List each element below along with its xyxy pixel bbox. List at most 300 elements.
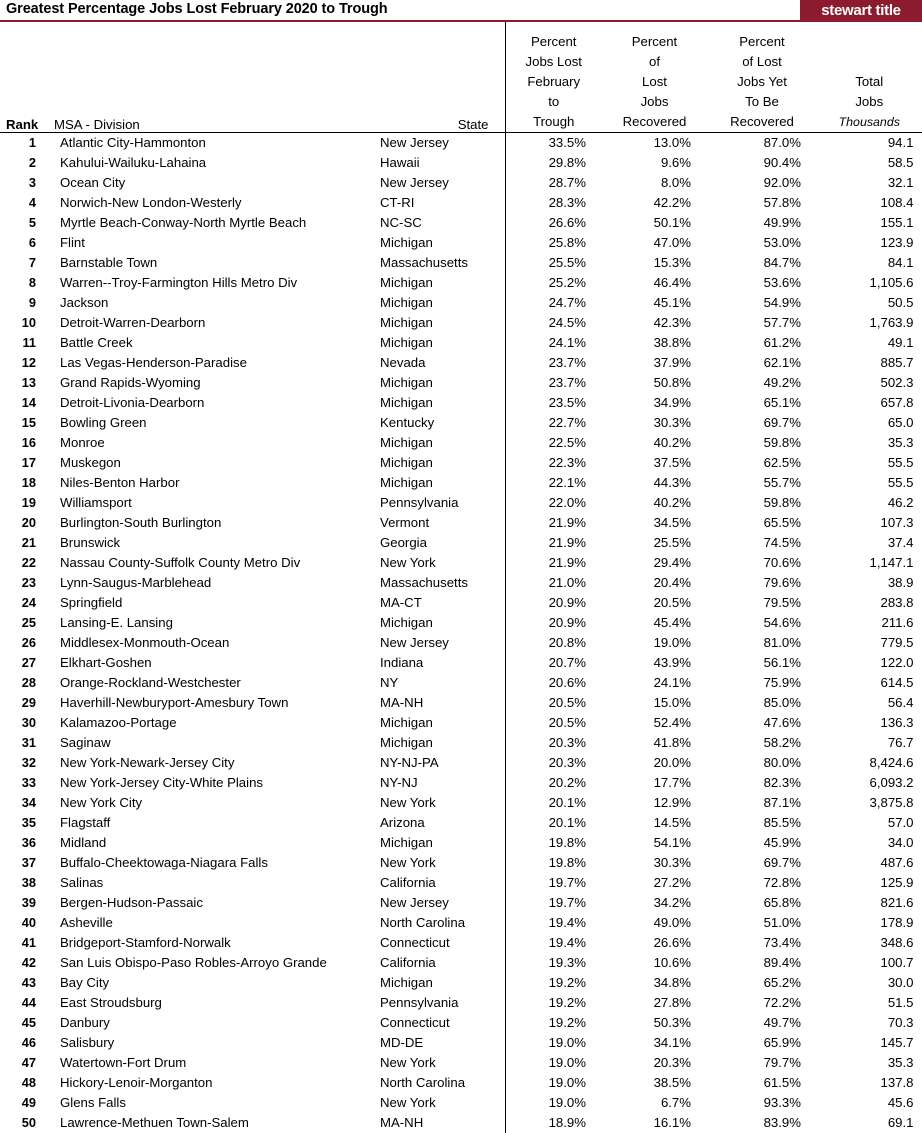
cell-state: Indiana: [368, 653, 505, 673]
table-row: [0, 273, 922, 293]
cell-pct-lost-jobs-yet-to-recover: 49.9%: [707, 213, 817, 233]
cell-msa-division: Saginaw: [48, 733, 368, 753]
cell-pct-lost-jobs-yet-to-recover: 49.2%: [707, 373, 817, 393]
cell-state: New York: [368, 1053, 505, 1073]
total-jobs-units: Thousands: [817, 112, 922, 132]
cell-msa-division: East Stroudsburg: [48, 993, 368, 1013]
cell-state: Michigan: [368, 313, 505, 333]
cell-msa-division: Burlington-South Burlington: [48, 513, 368, 533]
pct-yet-line-5: Recovered: [707, 112, 817, 132]
cell-pct-lost-jobs-recovered: 9.6%: [602, 153, 707, 173]
cell-rank: 41: [0, 933, 48, 953]
cell-total-jobs: 122.0: [817, 653, 922, 673]
cell-total-jobs: 1,105.6: [817, 273, 922, 293]
column-header-msa: [48, 22, 368, 133]
cell-state: New Jersey: [368, 173, 505, 193]
cell-msa-division: Hickory-Lenoir-Morganton: [48, 1073, 368, 1093]
cell-pct-lost-jobs-recovered: 54.1%: [602, 833, 707, 853]
cell-pct-lost-jobs-yet-to-recover: 74.5%: [707, 533, 817, 553]
cell-pct-jobs-lost: 24.7%: [505, 293, 602, 313]
table-row: [0, 973, 922, 993]
cell-pct-lost-jobs-yet-to-recover: 49.7%: [707, 1013, 817, 1033]
table-row: [0, 993, 922, 1013]
cell-msa-division: Kalamazoo-Portage: [48, 713, 368, 733]
pct-yet-line-4: To Be: [707, 92, 817, 112]
pct-recovered-line-2: of: [602, 52, 707, 72]
table-row: [0, 553, 922, 573]
cell-pct-lost-jobs-recovered: 45.1%: [602, 293, 707, 313]
cell-pct-lost-jobs-yet-to-recover: 80.0%: [707, 753, 817, 773]
table-row: [0, 333, 922, 353]
cell-pct-lost-jobs-yet-to-recover: 79.6%: [707, 573, 817, 593]
cell-rank: 33: [0, 773, 48, 793]
cell-pct-jobs-lost: 20.6%: [505, 673, 602, 693]
column-header-pct-recovered: [602, 22, 707, 133]
cell-pct-lost-jobs-recovered: 15.0%: [602, 693, 707, 713]
cell-pct-lost-jobs-recovered: 52.4%: [602, 713, 707, 733]
cell-pct-jobs-lost: 20.9%: [505, 613, 602, 633]
cell-rank: 46: [0, 1033, 48, 1053]
cell-pct-lost-jobs-yet-to-recover: 87.1%: [707, 793, 817, 813]
column-header-state-label: State: [458, 117, 489, 132]
cell-state: California: [368, 953, 505, 973]
cell-msa-division: Springfield: [48, 593, 368, 613]
cell-pct-lost-jobs-recovered: 43.9%: [602, 653, 707, 673]
cell-pct-lost-jobs-recovered: 20.5%: [602, 593, 707, 613]
cell-pct-lost-jobs-yet-to-recover: 61.2%: [707, 333, 817, 353]
cell-pct-lost-jobs-recovered: 34.1%: [602, 1033, 707, 1053]
cell-state: Michigan: [368, 973, 505, 993]
table-row: [0, 713, 922, 733]
cell-pct-lost-jobs-yet-to-recover: 65.8%: [707, 893, 817, 913]
cell-state: Michigan: [368, 453, 505, 473]
cell-pct-lost-jobs-yet-to-recover: 72.8%: [707, 873, 817, 893]
cell-rank: 3: [0, 173, 48, 193]
cell-msa-division: Orange-Rockland-Westchester: [48, 673, 368, 693]
cell-pct-lost-jobs-recovered: 40.2%: [602, 493, 707, 513]
cell-pct-lost-jobs-recovered: 34.2%: [602, 893, 707, 913]
pct-yet-line-3: Jobs Yet: [707, 72, 817, 92]
cell-msa-division: Glens Falls: [48, 1093, 368, 1113]
cell-msa-division: Muskegon: [48, 453, 368, 473]
table-row: [0, 793, 922, 813]
cell-pct-jobs-lost: 19.2%: [505, 973, 602, 993]
cell-rank: 27: [0, 653, 48, 673]
cell-rank: 47: [0, 1053, 48, 1073]
cell-pct-lost-jobs-yet-to-recover: 85.0%: [707, 693, 817, 713]
cell-rank: 28: [0, 673, 48, 693]
cell-pct-lost-jobs-recovered: 20.3%: [602, 1053, 707, 1073]
cell-msa-division: Lynn-Saugus-Marblehead: [48, 573, 368, 593]
cell-pct-lost-jobs-yet-to-recover: 79.7%: [707, 1053, 817, 1073]
table-row: [0, 373, 922, 393]
cell-pct-lost-jobs-recovered: 49.0%: [602, 913, 707, 933]
cell-pct-lost-jobs-yet-to-recover: 51.0%: [707, 913, 817, 933]
cell-pct-jobs-lost: 26.6%: [505, 213, 602, 233]
table-row: [0, 533, 922, 553]
cell-total-jobs: 107.3: [817, 513, 922, 533]
cell-rank: 39: [0, 893, 48, 913]
cell-rank: 20: [0, 513, 48, 533]
stewart-title-logo: stewart title: [800, 0, 922, 20]
cell-pct-jobs-lost: 19.0%: [505, 1033, 602, 1053]
cell-pct-jobs-lost: 21.9%: [505, 533, 602, 553]
cell-state: Pennsylvania: [368, 993, 505, 1013]
page-title: Greatest Percentage Jobs Lost February 2020 to Trough: [6, 1, 388, 17]
cell-pct-lost-jobs-yet-to-recover: 62.1%: [707, 353, 817, 373]
cell-rank: 34: [0, 793, 48, 813]
cell-pct-jobs-lost: 24.1%: [505, 333, 602, 353]
cell-rank: 12: [0, 353, 48, 373]
total-jobs-line-2: Jobs: [817, 92, 922, 112]
pct-yet-line-2: of Lost: [707, 52, 817, 72]
cell-pct-lost-jobs-yet-to-recover: 81.0%: [707, 633, 817, 653]
cell-total-jobs: 123.9: [817, 233, 922, 253]
cell-rank: 19: [0, 493, 48, 513]
cell-pct-lost-jobs-yet-to-recover: 69.7%: [707, 853, 817, 873]
cell-msa-division: Atlantic City-Hammonton: [48, 133, 368, 154]
cell-state: Michigan: [368, 293, 505, 313]
table-row: [0, 693, 922, 713]
cell-total-jobs: 3,875.8: [817, 793, 922, 813]
cell-msa-division: Las Vegas-Henderson-Paradise: [48, 353, 368, 373]
cell-pct-lost-jobs-yet-to-recover: 65.1%: [707, 393, 817, 413]
cell-pct-lost-jobs-recovered: 25.5%: [602, 533, 707, 553]
cell-pct-lost-jobs-recovered: 37.9%: [602, 353, 707, 373]
cell-pct-lost-jobs-yet-to-recover: 59.8%: [707, 433, 817, 453]
cell-msa-division: San Luis Obispo-Paso Robles-Arroyo Grande: [48, 953, 368, 973]
cell-rank: 40: [0, 913, 48, 933]
table-row: [0, 893, 922, 913]
cell-state: MA-NH: [368, 1113, 505, 1133]
cell-msa-division: Grand Rapids-Wyoming: [48, 373, 368, 393]
cell-pct-lost-jobs-recovered: 24.1%: [602, 673, 707, 693]
cell-rank: 15: [0, 413, 48, 433]
cell-rank: 6: [0, 233, 48, 253]
pct-recovered-line-1: Percent: [602, 32, 707, 52]
cell-rank: 31: [0, 733, 48, 753]
table-row: [0, 1053, 922, 1073]
cell-state: North Carolina: [368, 913, 505, 933]
cell-rank: 44: [0, 993, 48, 1013]
table-row: [0, 953, 922, 973]
cell-rank: 16: [0, 433, 48, 453]
cell-pct-jobs-lost: 25.8%: [505, 233, 602, 253]
cell-rank: 1: [0, 133, 48, 154]
cell-pct-lost-jobs-yet-to-recover: 87.0%: [707, 133, 817, 154]
cell-msa-division: Detroit-Livonia-Dearborn: [48, 393, 368, 413]
cell-msa-division: Niles-Benton Harbor: [48, 473, 368, 493]
cell-state: New Jersey: [368, 893, 505, 913]
cell-msa-division: Norwich-New London-Westerly: [48, 193, 368, 213]
cell-rank: 49: [0, 1093, 48, 1113]
table-row: [0, 833, 922, 853]
cell-total-jobs: 30.0: [817, 973, 922, 993]
cell-rank: 13: [0, 373, 48, 393]
table-row: [0, 873, 922, 893]
table-row: [0, 933, 922, 953]
cell-pct-lost-jobs-yet-to-recover: 47.6%: [707, 713, 817, 733]
cell-pct-jobs-lost: 28.3%: [505, 193, 602, 213]
cell-pct-jobs-lost: 22.5%: [505, 433, 602, 453]
cell-msa-division: Kahului-Wailuku-Lahaina: [48, 153, 368, 173]
cell-total-jobs: 6,093.2: [817, 773, 922, 793]
cell-state: Pennsylvania: [368, 493, 505, 513]
cell-total-jobs: 35.3: [817, 433, 922, 453]
table-row: [0, 1093, 922, 1113]
cell-pct-lost-jobs-yet-to-recover: 59.8%: [707, 493, 817, 513]
cell-pct-jobs-lost: 19.4%: [505, 933, 602, 953]
cell-pct-lost-jobs-recovered: 14.5%: [602, 813, 707, 833]
pct-lost-line-2: Jobs Lost: [506, 52, 603, 72]
table-row: [0, 413, 922, 433]
cell-pct-lost-jobs-recovered: 38.8%: [602, 333, 707, 353]
cell-pct-lost-jobs-recovered: 50.3%: [602, 1013, 707, 1033]
cell-pct-lost-jobs-yet-to-recover: 62.5%: [707, 453, 817, 473]
cell-pct-jobs-lost: 23.5%: [505, 393, 602, 413]
cell-pct-jobs-lost: 19.0%: [505, 1073, 602, 1093]
cell-pct-lost-jobs-recovered: 45.4%: [602, 613, 707, 633]
cell-state: Michigan: [368, 233, 505, 253]
cell-pct-lost-jobs-recovered: 42.3%: [602, 313, 707, 333]
cell-pct-lost-jobs-recovered: 44.3%: [602, 473, 707, 493]
cell-pct-jobs-lost: 21.9%: [505, 513, 602, 533]
cell-pct-lost-jobs-yet-to-recover: 58.2%: [707, 733, 817, 753]
cell-msa-division: Salisbury: [48, 1033, 368, 1053]
cell-msa-division: Lansing-E. Lansing: [48, 613, 368, 633]
cell-total-jobs: 69.1: [817, 1113, 922, 1133]
cell-total-jobs: 8,424.6: [817, 753, 922, 773]
cell-total-jobs: 614.5: [817, 673, 922, 693]
cell-pct-lost-jobs-recovered: 27.2%: [602, 873, 707, 893]
cell-state: NY-NJ-PA: [368, 753, 505, 773]
cell-msa-division: Haverhill-Newburyport-Amesbury Town: [48, 693, 368, 713]
cell-pct-lost-jobs-yet-to-recover: 92.0%: [707, 173, 817, 193]
cell-msa-division: New York-Newark-Jersey City: [48, 753, 368, 773]
cell-rank: 50: [0, 1113, 48, 1133]
cell-total-jobs: 49.1: [817, 333, 922, 353]
cell-pct-jobs-lost: 29.8%: [505, 153, 602, 173]
cell-pct-lost-jobs-yet-to-recover: 73.4%: [707, 933, 817, 953]
cell-pct-jobs-lost: 25.2%: [505, 273, 602, 293]
cell-state: Michigan: [368, 713, 505, 733]
cell-state: Michigan: [368, 833, 505, 853]
cell-state: New York: [368, 553, 505, 573]
cell-pct-lost-jobs-yet-to-recover: 57.8%: [707, 193, 817, 213]
cell-msa-division: Nassau County-Suffolk County Metro Div: [48, 553, 368, 573]
table-row: [0, 593, 922, 613]
cell-msa-division: Ocean City: [48, 173, 368, 193]
cell-msa-division: Jackson: [48, 293, 368, 313]
cell-msa-division: Flint: [48, 233, 368, 253]
pct-lost-line-4: to: [506, 92, 603, 112]
cell-rank: 32: [0, 753, 48, 773]
cell-pct-jobs-lost: 22.1%: [505, 473, 602, 493]
cell-total-jobs: 885.7: [817, 353, 922, 373]
cell-msa-division: Lawrence-Methuen Town-Salem: [48, 1113, 368, 1133]
cell-total-jobs: 50.5: [817, 293, 922, 313]
cell-rank: 36: [0, 833, 48, 853]
cell-pct-jobs-lost: 18.9%: [505, 1113, 602, 1133]
cell-pct-lost-jobs-yet-to-recover: 61.5%: [707, 1073, 817, 1093]
cell-state: Connecticut: [368, 933, 505, 953]
table-row: [0, 293, 922, 313]
cell-state: Georgia: [368, 533, 505, 553]
cell-pct-lost-jobs-recovered: 30.3%: [602, 853, 707, 873]
cell-state: New Jersey: [368, 133, 505, 154]
cell-rank: 48: [0, 1073, 48, 1093]
table-row: [0, 853, 922, 873]
cell-state: Michigan: [368, 433, 505, 453]
cell-total-jobs: 1,763.9: [817, 313, 922, 333]
cell-msa-division: Bergen-Hudson-Passaic: [48, 893, 368, 913]
cell-total-jobs: 1,147.1: [817, 553, 922, 573]
cell-pct-lost-jobs-yet-to-recover: 75.9%: [707, 673, 817, 693]
cell-total-jobs: 46.2: [817, 493, 922, 513]
cell-total-jobs: 502.3: [817, 373, 922, 393]
cell-state: Connecticut: [368, 1013, 505, 1033]
table-row: [0, 1013, 922, 1033]
cell-total-jobs: 34.0: [817, 833, 922, 853]
cell-rank: 37: [0, 853, 48, 873]
cell-total-jobs: 100.7: [817, 953, 922, 973]
table-row: [0, 753, 922, 773]
cell-state: Michigan: [368, 733, 505, 753]
cell-pct-lost-jobs-yet-to-recover: 53.0%: [707, 233, 817, 253]
cell-pct-jobs-lost: 20.9%: [505, 593, 602, 613]
cell-state: MD-DE: [368, 1033, 505, 1053]
pct-recovered-line-4: Jobs: [602, 92, 707, 112]
cell-total-jobs: 56.4: [817, 693, 922, 713]
cell-rank: 23: [0, 573, 48, 593]
cell-total-jobs: 178.9: [817, 913, 922, 933]
cell-pct-lost-jobs-yet-to-recover: 69.7%: [707, 413, 817, 433]
cell-rank: 24: [0, 593, 48, 613]
cell-msa-division: Warren--Troy-Farmington Hills Metro Div: [48, 273, 368, 293]
table-row: [0, 233, 922, 253]
cell-rank: 2: [0, 153, 48, 173]
cell-pct-jobs-lost: 28.7%: [505, 173, 602, 193]
cell-total-jobs: 136.3: [817, 713, 922, 733]
cell-rank: 21: [0, 533, 48, 553]
cell-pct-lost-jobs-recovered: 29.4%: [602, 553, 707, 573]
cell-msa-division: Flagstaff: [48, 813, 368, 833]
cell-state: New York: [368, 853, 505, 873]
table-row: [0, 153, 922, 173]
cell-pct-jobs-lost: 22.0%: [505, 493, 602, 513]
cell-msa-division: Barnstable Town: [48, 253, 368, 273]
cell-pct-lost-jobs-yet-to-recover: 70.6%: [707, 553, 817, 573]
cell-msa-division: Danbury: [48, 1013, 368, 1033]
cell-pct-jobs-lost: 20.1%: [505, 793, 602, 813]
cell-pct-jobs-lost: 19.7%: [505, 893, 602, 913]
table-row: [0, 433, 922, 453]
table-body: [0, 133, 922, 1133]
cell-state: CT-RI: [368, 193, 505, 213]
cell-pct-lost-jobs-yet-to-recover: 65.5%: [707, 513, 817, 533]
pct-lost-line-5: Trough: [506, 112, 603, 132]
table-row: [0, 253, 922, 273]
table-row: [0, 453, 922, 473]
total-jobs-line-1: Total: [817, 72, 922, 92]
cell-rank: 30: [0, 713, 48, 733]
cell-state: New York: [368, 793, 505, 813]
cell-total-jobs: 45.6: [817, 1093, 922, 1113]
cell-pct-lost-jobs-recovered: 10.6%: [602, 953, 707, 973]
cell-pct-lost-jobs-yet-to-recover: 65.2%: [707, 973, 817, 993]
cell-pct-lost-jobs-recovered: 34.8%: [602, 973, 707, 993]
table-row: [0, 313, 922, 333]
cell-pct-jobs-lost: 25.5%: [505, 253, 602, 273]
cell-pct-lost-jobs-yet-to-recover: 72.2%: [707, 993, 817, 1013]
pct-yet-line-1: Percent: [707, 32, 817, 52]
cell-total-jobs: 137.8: [817, 1073, 922, 1093]
table-row: [0, 913, 922, 933]
cell-pct-lost-jobs-yet-to-recover: 54.9%: [707, 293, 817, 313]
column-header-pct-lost: [505, 22, 602, 133]
cell-pct-jobs-lost: 24.5%: [505, 313, 602, 333]
cell-msa-division: Middlesex-Monmouth-Ocean: [48, 633, 368, 653]
cell-msa-division: New York-Jersey City-White Plains: [48, 773, 368, 793]
cell-state: NC-SC: [368, 213, 505, 233]
cell-state: NY: [368, 673, 505, 693]
cell-pct-lost-jobs-yet-to-recover: 56.1%: [707, 653, 817, 673]
cell-pct-lost-jobs-recovered: 50.8%: [602, 373, 707, 393]
cell-pct-lost-jobs-recovered: 34.9%: [602, 393, 707, 413]
table-row: [0, 813, 922, 833]
cell-total-jobs: 57.0: [817, 813, 922, 833]
cell-pct-lost-jobs-yet-to-recover: 57.7%: [707, 313, 817, 333]
cell-rank: 14: [0, 393, 48, 413]
cell-pct-jobs-lost: 22.3%: [505, 453, 602, 473]
cell-pct-lost-jobs-recovered: 34.5%: [602, 513, 707, 533]
pct-recovered-line-5: Recovered: [602, 112, 707, 132]
table-row: [0, 1073, 922, 1093]
cell-pct-lost-jobs-yet-to-recover: 65.9%: [707, 1033, 817, 1053]
cell-msa-division: Detroit-Warren-Dearborn: [48, 313, 368, 333]
cell-pct-lost-jobs-recovered: 15.3%: [602, 253, 707, 273]
cell-total-jobs: 211.6: [817, 613, 922, 633]
cell-pct-jobs-lost: 19.8%: [505, 833, 602, 853]
cell-msa-division: Williamsport: [48, 493, 368, 513]
cell-state: North Carolina: [368, 1073, 505, 1093]
cell-rank: 17: [0, 453, 48, 473]
column-header-state: [368, 22, 505, 133]
table-row: [0, 673, 922, 693]
cell-pct-jobs-lost: 20.7%: [505, 653, 602, 673]
cell-pct-lost-jobs-yet-to-recover: 85.5%: [707, 813, 817, 833]
cell-pct-lost-jobs-recovered: 6.7%: [602, 1093, 707, 1113]
cell-msa-division: Battle Creek: [48, 333, 368, 353]
cell-total-jobs: 283.8: [817, 593, 922, 613]
pct-lost-line-3: February: [506, 72, 603, 92]
cell-msa-division: Monroe: [48, 433, 368, 453]
cell-state: New Jersey: [368, 633, 505, 653]
table-row: [0, 1033, 922, 1053]
cell-state: Michigan: [368, 333, 505, 353]
cell-pct-lost-jobs-recovered: 41.8%: [602, 733, 707, 753]
cell-state: MA-CT: [368, 593, 505, 613]
cell-state: Michigan: [368, 613, 505, 633]
cell-rank: 29: [0, 693, 48, 713]
cell-msa-division: Elkhart-Goshen: [48, 653, 368, 673]
header-row: [0, 22, 922, 133]
cell-rank: 26: [0, 633, 48, 653]
cell-state: Nevada: [368, 353, 505, 373]
cell-msa-division: Midland: [48, 833, 368, 853]
cell-pct-jobs-lost: 19.0%: [505, 1093, 602, 1113]
cell-pct-jobs-lost: 19.4%: [505, 913, 602, 933]
